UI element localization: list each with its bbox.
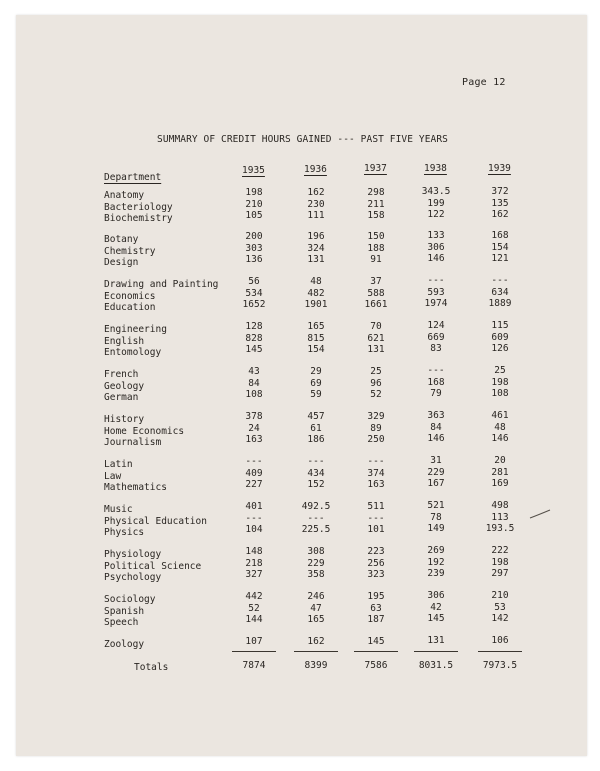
table-cell: --- bbox=[307, 456, 325, 467]
table-cell: 343.5 bbox=[421, 186, 451, 197]
table-cell: --- bbox=[367, 512, 385, 524]
table-cell: 168 bbox=[491, 230, 509, 241]
table-cell: 42 bbox=[430, 601, 442, 613]
table-cell: 158 bbox=[367, 210, 385, 221]
department-name: German bbox=[104, 392, 139, 403]
sum-underline bbox=[414, 651, 458, 652]
table-cell: 588 bbox=[367, 287, 385, 299]
total-cell: 8031.5 bbox=[418, 660, 454, 671]
table-cell: 152 bbox=[307, 479, 325, 490]
total-cell: 8399 bbox=[304, 660, 328, 671]
table-cell: 163 bbox=[245, 434, 263, 445]
table-cell: 169 bbox=[491, 478, 509, 489]
table-cell: 133 bbox=[427, 230, 445, 241]
department-name: Biochemistry bbox=[104, 213, 173, 224]
table-cell: --- bbox=[245, 456, 263, 467]
table-cell: 63 bbox=[370, 602, 382, 614]
table-cell: 37 bbox=[370, 276, 382, 287]
table-cell: 1661 bbox=[364, 299, 388, 310]
department-name: Anatomy bbox=[104, 190, 145, 201]
table-cell: 815 bbox=[307, 332, 325, 344]
table-cell: 192 bbox=[427, 556, 445, 568]
table-cell: 482 bbox=[307, 287, 325, 299]
table-cell: 48 bbox=[494, 421, 506, 433]
table-cell: 131 bbox=[367, 344, 385, 355]
table-cell: 105 bbox=[245, 210, 263, 221]
department-name: Zoology bbox=[104, 639, 145, 650]
table-cell: 124 bbox=[427, 320, 445, 331]
table-cell: 101 bbox=[367, 524, 385, 535]
table-cell: 61 bbox=[310, 422, 322, 434]
table-cell: 198 bbox=[491, 556, 509, 568]
year-header-1935: 1935 bbox=[242, 165, 265, 176]
table-cell: 303 bbox=[245, 242, 263, 254]
table-cell: 358 bbox=[307, 569, 325, 580]
table-cell: 149 bbox=[427, 523, 445, 534]
table-cell: 230 bbox=[307, 198, 325, 210]
year-header-1937: 1937 bbox=[364, 163, 387, 174]
table-cell: 108 bbox=[245, 389, 263, 400]
table-cell: 146 bbox=[491, 433, 509, 444]
table-cell: 269 bbox=[427, 545, 445, 556]
total-cell: 7874 bbox=[242, 660, 266, 671]
table-cell: 162 bbox=[491, 209, 509, 220]
table-cell: --- bbox=[427, 275, 445, 286]
table-cell: 154 bbox=[307, 344, 325, 355]
table-cell: 84 bbox=[430, 421, 442, 433]
table-cell: 84 bbox=[248, 377, 260, 389]
table-cell: 53 bbox=[494, 601, 506, 613]
table-cell: 24 bbox=[248, 422, 260, 434]
table-cell: 634 bbox=[491, 286, 509, 298]
table-cell: 229 bbox=[427, 466, 445, 478]
table-cell: 52 bbox=[370, 389, 382, 400]
department-name: Entomology bbox=[104, 347, 162, 358]
total-cell: 7586 bbox=[364, 660, 388, 671]
department-name: Sociology bbox=[104, 594, 156, 605]
table-cell: 108 bbox=[491, 388, 509, 399]
table-cell: 146 bbox=[427, 433, 445, 444]
year-header-1936: 1936 bbox=[304, 164, 327, 175]
sum-underline bbox=[354, 651, 398, 652]
table-cell: 498 bbox=[491, 500, 509, 511]
department-name: Chemistry bbox=[104, 245, 156, 257]
table-cell: 297 bbox=[491, 568, 509, 579]
table-cell: 25 bbox=[370, 366, 382, 377]
table-cell: 150 bbox=[367, 231, 385, 242]
table-cell: 131 bbox=[427, 635, 445, 646]
table-cell: 1652 bbox=[242, 299, 266, 310]
table-cell: 144 bbox=[245, 614, 263, 625]
table-cell: 113 bbox=[491, 511, 509, 523]
table-cell: --- bbox=[491, 275, 509, 286]
table-cell: 329 bbox=[367, 411, 385, 422]
department-name: Speech bbox=[104, 617, 139, 628]
table-cell: 165 bbox=[307, 321, 325, 332]
totals-label: Totals bbox=[134, 662, 169, 673]
table-cell: 136 bbox=[245, 254, 263, 265]
table-cell: 111 bbox=[307, 210, 325, 221]
table-cell: 196 bbox=[307, 231, 325, 242]
table-cell: 306 bbox=[427, 590, 445, 601]
department-name: Geology bbox=[104, 380, 145, 392]
table-cell: 106 bbox=[491, 635, 509, 646]
table-cell: 593 bbox=[427, 286, 445, 298]
table-cell: 56 bbox=[248, 276, 260, 287]
department-name: Physiology bbox=[104, 549, 162, 560]
department-name: Psychology bbox=[104, 572, 162, 583]
table-cell: 162 bbox=[307, 187, 325, 198]
department-name: Journalism bbox=[104, 437, 162, 448]
table-cell: 534 bbox=[245, 287, 263, 299]
table-cell: 250 bbox=[367, 434, 385, 445]
table-cell: 223 bbox=[367, 546, 385, 557]
table-cell: 621 bbox=[367, 332, 385, 344]
table-cell: 69 bbox=[310, 377, 322, 389]
table-cell: 122 bbox=[427, 209, 445, 220]
handwritten-check-mark bbox=[528, 508, 552, 520]
table-cell: 409 bbox=[245, 467, 263, 479]
table-cell: 521 bbox=[427, 500, 445, 511]
department-name: History bbox=[104, 414, 145, 425]
table-cell: 281 bbox=[491, 466, 509, 478]
table-cell: 145 bbox=[427, 613, 445, 624]
table-cell: 461 bbox=[491, 410, 509, 421]
sum-underline bbox=[478, 651, 522, 652]
table-cell: 107 bbox=[245, 636, 263, 647]
table-cell: 131 bbox=[307, 254, 325, 265]
table-cell: 1974 bbox=[424, 298, 448, 309]
department-name: Botany bbox=[104, 234, 139, 245]
table-cell: 195 bbox=[367, 591, 385, 602]
department-name: Economics bbox=[104, 290, 156, 302]
table-cell: 148 bbox=[245, 546, 263, 557]
sum-underline bbox=[232, 651, 276, 652]
department-name: English bbox=[104, 335, 145, 347]
table-cell: 25 bbox=[494, 365, 506, 376]
table-cell: 31 bbox=[430, 455, 442, 466]
department-name: Bacteriology bbox=[104, 201, 173, 213]
page-title: SUMMARY OF CREDIT HOURS GAINED --- PAST FIVE YEARS bbox=[157, 134, 448, 145]
table-cell: 154 bbox=[491, 241, 509, 253]
table-cell: 199 bbox=[427, 197, 445, 209]
table-cell: 162 bbox=[307, 636, 325, 647]
table-cell: 163 bbox=[367, 479, 385, 490]
table-cell: 126 bbox=[491, 343, 509, 354]
table-cell: 225.5 bbox=[301, 524, 331, 535]
table-cell: 115 bbox=[491, 320, 509, 331]
table-cell: 29 bbox=[310, 366, 322, 377]
table-cell: 308 bbox=[307, 546, 325, 557]
department-name: Education bbox=[104, 302, 156, 313]
table-cell: 165 bbox=[307, 614, 325, 625]
table-cell: 306 bbox=[427, 241, 445, 253]
department-name: Spanish bbox=[104, 605, 145, 617]
table-cell: 198 bbox=[245, 187, 263, 198]
table-cell: 52 bbox=[248, 602, 260, 614]
table-cell: 222 bbox=[491, 545, 509, 556]
table-cell: 91 bbox=[370, 254, 382, 265]
table-cell: 327 bbox=[245, 569, 263, 580]
table-cell: 83 bbox=[430, 343, 442, 354]
table-cell: 89 bbox=[370, 422, 382, 434]
table-cell: 1889 bbox=[488, 298, 512, 309]
table-cell: 48 bbox=[310, 276, 322, 287]
table-cell: 211 bbox=[367, 198, 385, 210]
table-cell: 146 bbox=[427, 253, 445, 264]
table-cell: --- bbox=[245, 512, 263, 524]
table-cell: 1901 bbox=[304, 299, 328, 310]
table-cell: 227 bbox=[245, 479, 263, 490]
table-cell: 457 bbox=[307, 411, 325, 422]
table-cell: 187 bbox=[367, 614, 385, 625]
table-cell: 372 bbox=[491, 186, 509, 197]
table-cell: 47 bbox=[310, 602, 322, 614]
table-cell: --- bbox=[367, 456, 385, 467]
table-cell: 78 bbox=[430, 511, 442, 523]
department-name: Design bbox=[104, 257, 139, 268]
table-cell: 70 bbox=[370, 321, 382, 332]
table-cell: 96 bbox=[370, 377, 382, 389]
table-cell: 142 bbox=[491, 613, 509, 624]
table-cell: 43 bbox=[248, 366, 260, 377]
department-name: Physics bbox=[104, 527, 145, 538]
table-cell: --- bbox=[307, 512, 325, 524]
table-cell: 401 bbox=[245, 501, 263, 512]
table-cell: 374 bbox=[367, 467, 385, 479]
year-header-1938: 1938 bbox=[424, 163, 447, 174]
table-cell: 79 bbox=[430, 388, 442, 399]
table-cell: --- bbox=[427, 365, 445, 376]
table-cell: 511 bbox=[367, 501, 385, 512]
department-name: Drawing and Painting bbox=[104, 279, 219, 290]
table-cell: 609 bbox=[491, 331, 509, 343]
table-cell: 145 bbox=[245, 344, 263, 355]
table-cell: 323 bbox=[367, 569, 385, 580]
table-cell: 145 bbox=[367, 636, 385, 647]
department-name: Physical Education bbox=[104, 515, 207, 527]
table-cell: 492.5 bbox=[301, 501, 331, 512]
table-cell: 167 bbox=[427, 478, 445, 489]
table-cell: 135 bbox=[491, 197, 509, 209]
table-cell: 210 bbox=[245, 198, 263, 210]
department-name: Latin bbox=[104, 459, 133, 470]
sum-underline bbox=[294, 651, 338, 652]
department-name: Music bbox=[104, 504, 133, 515]
department-name: Engineering bbox=[104, 324, 167, 335]
table-cell: 104 bbox=[245, 524, 263, 535]
table-cell: 198 bbox=[491, 376, 509, 388]
department-name: Home Economics bbox=[104, 425, 185, 437]
total-cell: 7973.5 bbox=[482, 660, 518, 671]
table-cell: 828 bbox=[245, 332, 263, 344]
table-cell: 324 bbox=[307, 242, 325, 254]
table-cell: 128 bbox=[245, 321, 263, 332]
table-cell: 188 bbox=[367, 242, 385, 254]
table-cell: 256 bbox=[367, 557, 385, 569]
table-cell: 121 bbox=[491, 253, 509, 264]
table-cell: 378 bbox=[245, 411, 263, 422]
table-cell: 20 bbox=[494, 455, 506, 466]
table-cell: 218 bbox=[245, 557, 263, 569]
table-cell: 246 bbox=[307, 591, 325, 602]
table-cell: 200 bbox=[245, 231, 263, 242]
table-cell: 193.5 bbox=[485, 523, 515, 534]
page-number: Page 12 bbox=[462, 77, 506, 88]
department-name: Mathematics bbox=[104, 482, 167, 493]
department-name: Law bbox=[104, 470, 122, 482]
table-cell: 669 bbox=[427, 331, 445, 343]
table-cell: 363 bbox=[427, 410, 445, 421]
department-name: French bbox=[104, 369, 139, 380]
table-cell: 229 bbox=[307, 557, 325, 569]
table-cell: 186 bbox=[307, 434, 325, 445]
table-cell: 442 bbox=[245, 591, 263, 602]
table-cell: 434 bbox=[307, 467, 325, 479]
column-header-department: Department bbox=[104, 172, 162, 183]
table-cell: 210 bbox=[491, 590, 509, 601]
table-cell: 298 bbox=[367, 187, 385, 198]
department-name: Political Science bbox=[104, 560, 202, 572]
table-cell: 239 bbox=[427, 568, 445, 579]
table-cell: 168 bbox=[427, 376, 445, 388]
year-header-1939: 1939 bbox=[488, 163, 511, 174]
table-cell: 59 bbox=[310, 389, 322, 400]
